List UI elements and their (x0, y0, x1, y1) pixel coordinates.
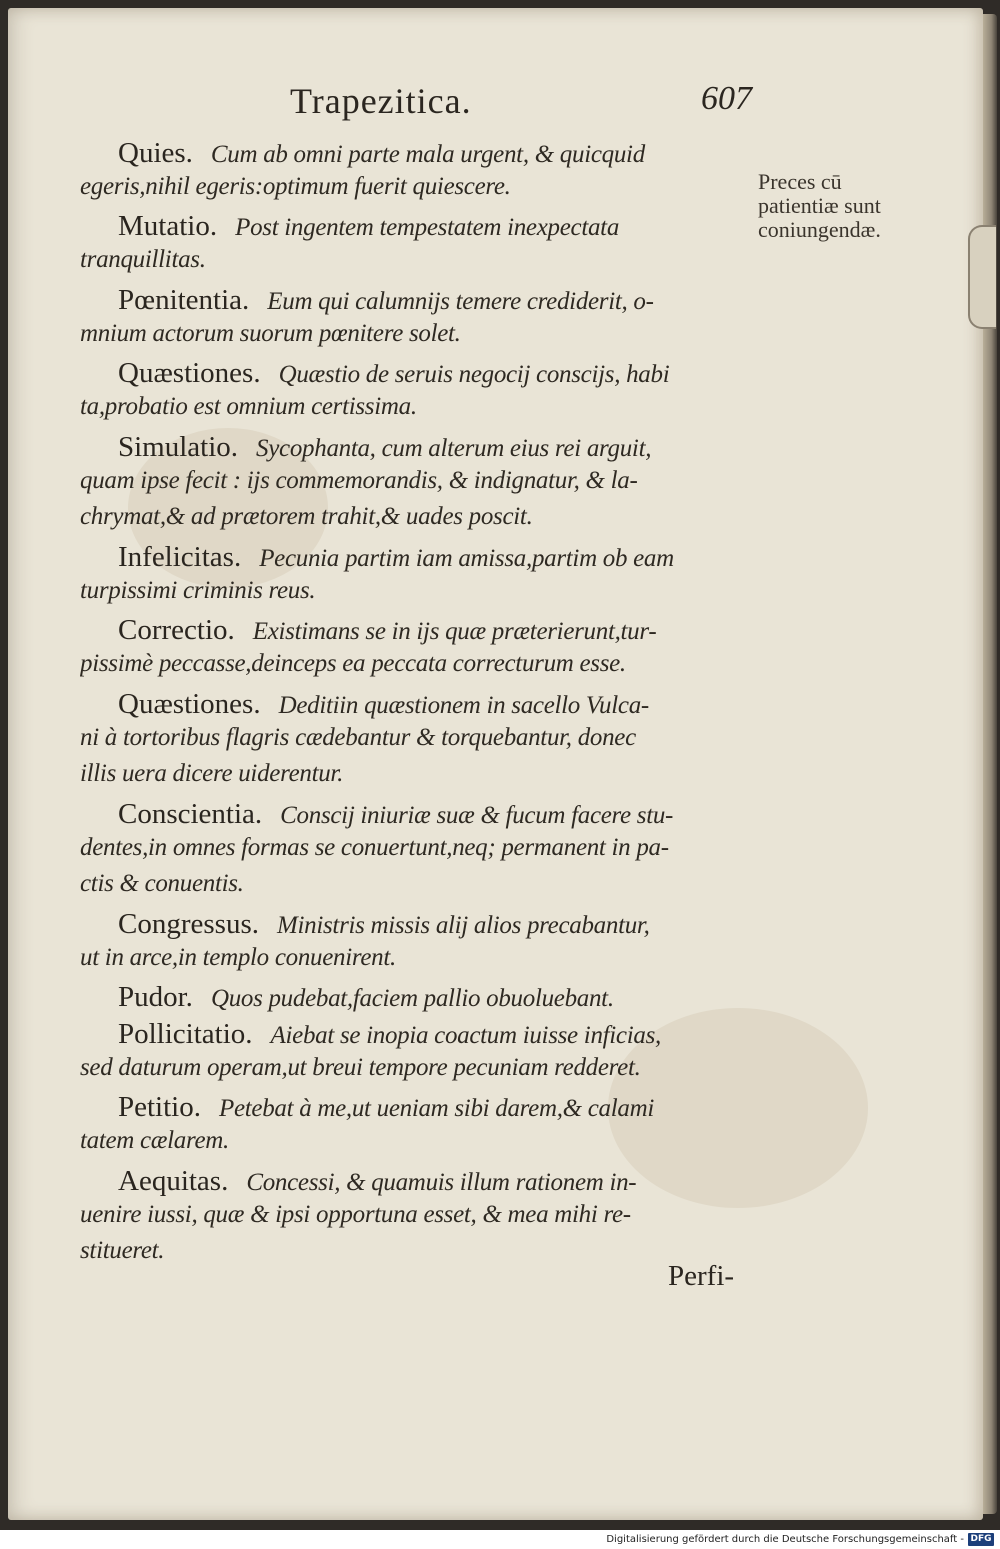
page-tab (968, 225, 996, 329)
entry-text: pissimè peccasse,deinceps ea peccata correcturum esse. (80, 650, 626, 678)
entry-heading: Simulatio. (118, 430, 239, 463)
entry (80, 1165, 760, 1273)
entry-continuation-line (80, 173, 760, 209)
entry-continuation-line (80, 1201, 760, 1237)
entry-text: stitueret. (80, 1236, 165, 1264)
entry-text: ni à tortoribus flagris cædebantur & torquebantur, donec (80, 723, 636, 751)
entry-continuation-line (80, 1237, 760, 1273)
entry-continuation-line (80, 577, 760, 613)
entry-first-line (80, 908, 760, 944)
entry-first-line (80, 614, 760, 650)
entry-text: Deditiin quæstionem in sacello Vulca- (278, 691, 649, 719)
entry-continuation-line (80, 724, 760, 760)
entry (80, 614, 760, 686)
page-number: 607 (701, 80, 752, 117)
entry (80, 981, 760, 1017)
entry-continuation-line (80, 870, 760, 906)
entry-first-line (80, 431, 760, 467)
running-title: Trapezitica. (290, 81, 472, 121)
entry (80, 1018, 760, 1090)
entry-heading: Correctio. (118, 614, 235, 647)
entry-text: chrymat,& ad prætorem trahit,& uades poscit. (80, 502, 533, 530)
entry-first-line (80, 284, 760, 320)
entry-text: illis uera dicere uiderentur. (80, 759, 344, 787)
entry-first-line (80, 210, 760, 246)
entry-text: Conscij iniuriæ suæ & fucum facere stu- (280, 801, 674, 829)
entry (80, 1091, 760, 1163)
entry-heading: Mutatio. (118, 210, 218, 243)
entry (80, 908, 760, 980)
entry-text: ut in arce,in templo conuenirent. (80, 943, 396, 971)
entry (80, 210, 760, 282)
entry-first-line (80, 798, 760, 834)
entry-text: quam ipse fecit : ijs commemorandis, & indignatur, & la- (80, 466, 638, 494)
entry-continuation-line (80, 1054, 760, 1090)
entry-first-line (80, 541, 760, 577)
entry-heading: Petitio. (118, 1091, 201, 1124)
entry-first-line (80, 981, 760, 1017)
entry (80, 541, 760, 613)
entry (80, 284, 760, 356)
entry-text: Ministris missis alij alios precabantur, (276, 911, 650, 939)
entry-text: dentes,in omnes formas se conuertunt,neq; permanent in pa- (80, 833, 669, 861)
entry-text: turpissimi criminis reus. (80, 576, 316, 604)
entry (80, 357, 760, 429)
entry-text: Concessi, & quamuis illum rationem in- (246, 1168, 637, 1196)
entry-continuation-line (80, 834, 760, 870)
entry-text: Pecunia partim iam amissa,partim ob eam (259, 544, 674, 572)
entry-continuation-line (80, 1127, 760, 1163)
entry-text: Post ingentem tempestatem inexpectata (235, 214, 620, 242)
entry-text: mnium actorum suorum pœnitere solet. (80, 319, 461, 347)
entry-text: tatem cælarem. (80, 1127, 230, 1155)
entry-continuation-line (80, 320, 760, 356)
entry-text: ta,probatio est omnium certissima. (80, 393, 417, 421)
entry-text: Aiebat se inopia coactum iuisse inficias, (270, 1021, 661, 1049)
entry (80, 431, 760, 539)
entry-first-line (80, 1018, 760, 1054)
entry-text: egeris,nihil egeris:optimum fuerit quiescere. (80, 173, 511, 200)
entry (80, 798, 760, 906)
entry-continuation-line (80, 467, 760, 503)
catchword: Perfi- (668, 1260, 735, 1292)
entry-heading: Quæstiones. (118, 687, 261, 720)
entry-first-line (80, 357, 760, 393)
entry-continuation-line (80, 503, 760, 539)
entry-text: tranquillitas. (80, 246, 206, 274)
margin-note: Preces cū patientiæ sunt coniungendæ. (758, 169, 881, 242)
entry-first-line (80, 1165, 760, 1201)
entry-first-line (80, 137, 760, 173)
entry-text: Eum qui calumnijs temere crediderit, o- (267, 287, 654, 315)
entry-continuation-line (80, 650, 760, 686)
page-header (290, 80, 760, 130)
entry-text: Petebat à me,ut ueniam sibi darem,& calami (218, 1095, 654, 1123)
entry-heading: Congressus. (118, 907, 259, 940)
entry-continuation-line (80, 246, 760, 282)
dfg-logo: DFG (968, 1533, 994, 1546)
entry-continuation-line (80, 393, 760, 429)
entry-heading: Pudor. (118, 981, 193, 1014)
entry-heading: Pollicitatio. (118, 1017, 253, 1050)
entry (80, 137, 760, 209)
entry-heading: Aequitas. (118, 1164, 229, 1197)
entry-text: sed daturum operam,ut breui tempore pecuniam redderet. (80, 1053, 641, 1081)
digitization-credit (0, 1530, 1000, 1549)
entry-text: Sycophanta, cum alterum eius rei arguit, (256, 434, 652, 462)
entry-heading: Conscientia. (118, 797, 263, 830)
entry-first-line (80, 1091, 760, 1127)
entry-text: Cum ab omni parte mala urgent, & quicquid (210, 141, 645, 168)
entry-continuation-line (80, 944, 760, 980)
entry (80, 688, 760, 796)
entry-heading: Quies. (118, 137, 193, 169)
entry-text: Quos pudebat,faciem pallio obuoluebant. (210, 985, 614, 1013)
entry-text: ctis & conuentis. (80, 869, 244, 897)
credit-text: Digitalisierung gefördert durch die Deutsche Forschungsgemeinschaft - (606, 1534, 964, 1545)
entry-heading: Infelicitas. (118, 540, 242, 573)
entry-continuation-line (80, 760, 760, 796)
entry-text: uenire iussi, quæ & ipsi opportuna esset, & mea mihi re- (80, 1200, 631, 1228)
entry-first-line (80, 688, 760, 724)
entry-heading: Pœnitentia. (118, 283, 250, 316)
entry-text: Existimans se in ijs quæ præterierunt,tur- (252, 618, 657, 646)
entry-text: Quæstio de seruis negocij conscijs, habi (278, 361, 670, 389)
entry-heading: Quæstiones. (118, 357, 261, 390)
